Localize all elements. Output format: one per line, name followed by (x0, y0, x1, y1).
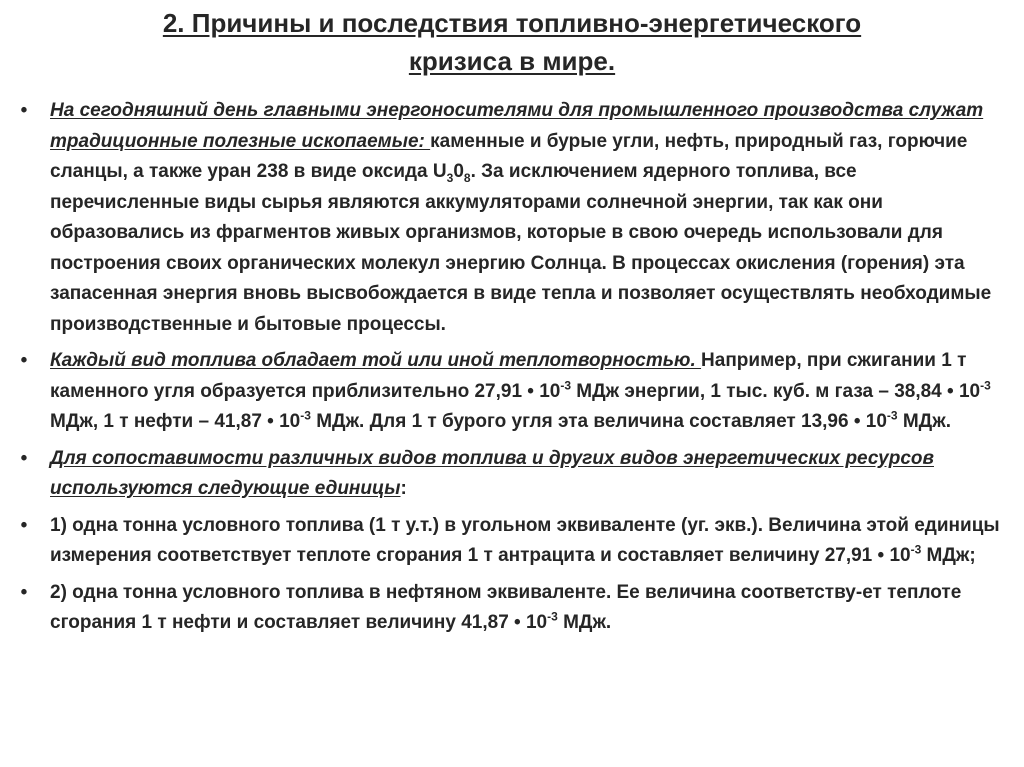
bullet-icon: • (20, 447, 28, 469)
body-text: каменные и бурые угли, нефть, природный газ, горючие сланцы, а также уран 238 в виде оксида (50, 130, 968, 182)
body-text: : (400, 478, 407, 499)
list-item-energy-sources (14, 96, 1004, 340)
body-text: МДж. (897, 411, 951, 432)
title-line-1: 2. Причины и последствия топливно-энергетического (162, 8, 862, 38)
list-item-oil-equivalent (14, 578, 1004, 639)
bullet-icon: • (20, 514, 28, 536)
exponent: -3 (980, 378, 991, 393)
title-line-2: кризиса в мире. (408, 46, 616, 76)
body-text: МДж энергии, 1 тыс. куб. м газа – 38,84 • 10 (571, 380, 981, 402)
exponent: -3 (910, 542, 922, 557)
body-text: 2) одна тонна условного топлива в нефтяном эквиваленте. Ее величина соответству-ет теплоте сгорания 1 т нефти и составляет величину 41,87 • 10 (50, 581, 962, 633)
lead-text: Для сопоставимости различных видов топлива и других видов энергетических ресурсов используются следующие единицы (50, 447, 934, 499)
list-item-units-intro (14, 444, 1004, 505)
body-text: 1) одна тонна условного топлива (1 т у.т.) в угольном эквиваленте (уг. экв.). Величина этой единицы измерения соответствует теплоте сгорания 1 т антрацита и составляет величину 27,91 • 10 (50, 514, 1000, 566)
slide-title (60, 4, 964, 80)
bullet-icon: • (20, 581, 28, 603)
body-text: МДж. Для 1 т бурого угля эта величина составляет 13,96 • 10 (310, 411, 887, 432)
exponent: -3 (547, 609, 558, 624)
exponent: -3 (886, 408, 898, 423)
bullet-icon: • (20, 350, 28, 371)
bullet-list (14, 96, 1004, 645)
body-text: Например, при сжигании 1 т каменного угля образуется приблизительно 27,91 • 10 (50, 350, 967, 402)
lead-text: Каждый вид топлива обладает той или иной теплотворностью. (50, 350, 702, 371)
formula-uranium-oxide: $U_30_8$ (432, 161, 471, 185)
exponent: -3 (560, 378, 572, 393)
lead-text: На сегодняшний день главными энергоносителями для промышленного производства служат традиционные полезные ископаемые: (50, 100, 984, 152)
body-text: МДж. (557, 612, 612, 633)
bullet-icon: • (20, 100, 28, 121)
exponent: -3 (300, 408, 311, 423)
body-text: . За исключением ядерного топлива, все перечисленные виды сырья являются аккумуляторами солнечной энергии, так как они образовались из фрагментов живых организмов, которые в свою очередь использовали для построения своих органических молекул энергию Солнца. В процессах окисления (горения) эта запасенная энергия вновь высвобождается в виде тепла и позволяет осуществлять необходимые производственные и бытовые процессы. (50, 161, 992, 335)
list-item-coal-equivalent (14, 511, 1004, 572)
list-item-heat-value (14, 346, 1004, 438)
body-text: МДж, 1 т нефти – 41,87 • 10 (50, 411, 301, 432)
body-text: МДж; (921, 545, 976, 566)
